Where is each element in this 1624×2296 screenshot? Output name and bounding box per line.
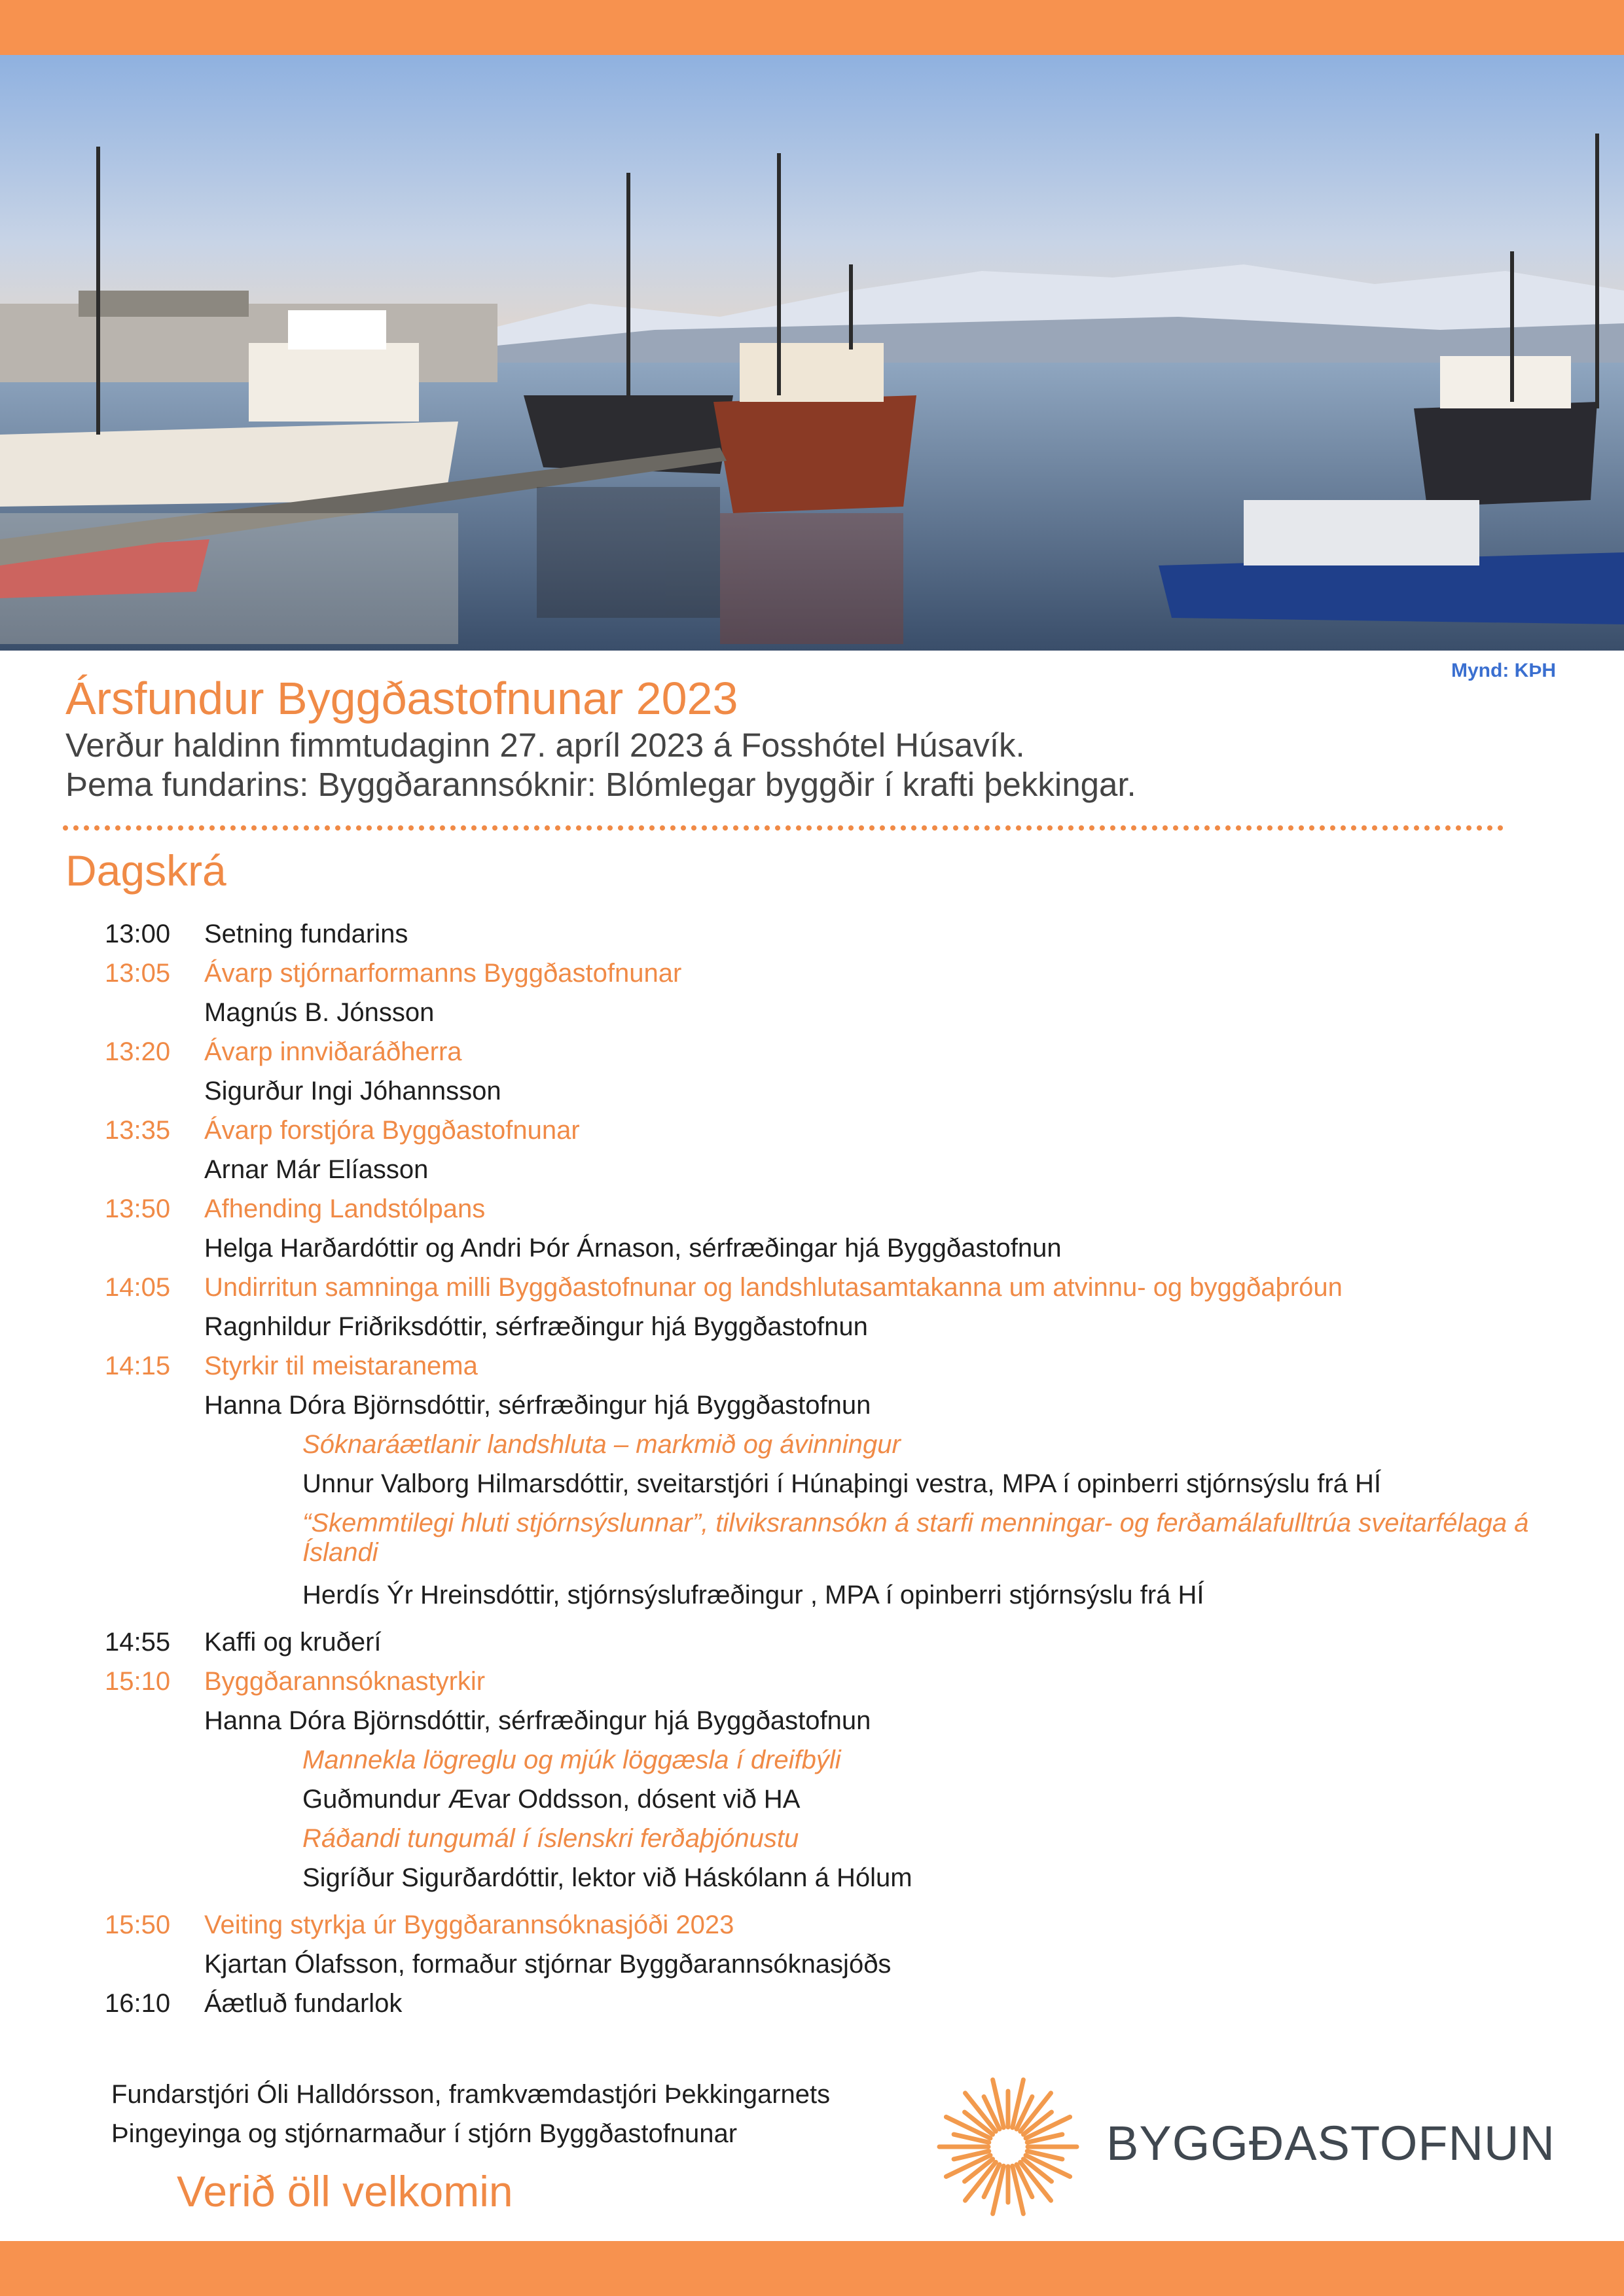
agenda-gap: [105, 1620, 1571, 1628]
agenda-item: [105, 959, 1571, 998]
agenda-item-title: Ávarp forstjóra Byggðastofnunar: [204, 1116, 580, 1145]
event-theme: Þema fundarins: Byggðarannsóknir: Blómlegar byggðir í krafti þekkingar.: [65, 766, 1136, 803]
agenda-time: 13:05: [105, 959, 171, 988]
event-date-location: Verður haldinn fimmtudaginn 27. apríl 2023 á Fosshótel Húsavík.: [65, 726, 1025, 764]
agenda-subtopic: [105, 1746, 1571, 1785]
agenda-speaker-name: Hanna Dóra Björnsdóttir, sérfræðingur hjá Byggðastofnun: [204, 1391, 871, 1420]
agenda-speaker: [105, 1312, 1571, 1352]
agenda-speaker: [105, 1077, 1571, 1116]
agenda-speaker-name: Sigurður Ingi Jóhannsson: [204, 1077, 501, 1105]
bottom-banner: [0, 2241, 1624, 2296]
meeting-chair: [111, 2075, 830, 2153]
agenda-item: [105, 1352, 1571, 1391]
welcome-text: Verið öll velkomin: [177, 2167, 513, 2215]
agenda-item: [105, 1989, 1571, 2028]
agenda-speaker: [105, 1706, 1571, 1746]
agenda-time: 13:20: [105, 1037, 171, 1066]
agenda-speaker: [105, 998, 1571, 1037]
agenda-item-title: Byggðarannsóknastyrkir: [204, 1667, 486, 1696]
agenda-subtopic: [105, 1430, 1571, 1469]
agenda-time: 15:10: [105, 1667, 171, 1696]
agenda-speaker: [105, 1234, 1571, 1273]
event-header: [65, 671, 1558, 804]
agenda-list: [105, 920, 1571, 2028]
harbor-photo: [0, 55, 1624, 681]
agenda-time: 13:35: [105, 1116, 171, 1145]
subtopic-title: “Skemmtilegi hluti stjórnsýslunnar”, tilviksrannsókn á starfi menningar- og ferðamálafulltrúa sveitarfélaga á Íslandi: [302, 1509, 1529, 1567]
agenda-gap: [105, 1903, 1571, 1910]
photo-credit: Mynd: KÞH: [1451, 660, 1556, 681]
agenda-speaker-name: Ragnhildur Friðriksdóttir, sérfræðingur hjá Byggðastofnun: [204, 1312, 868, 1341]
agenda-item-title: Afhending Landstólpans: [204, 1194, 486, 1223]
agenda-item: [105, 1037, 1571, 1077]
top-banner: [0, 0, 1624, 55]
subtopic-speaker: Herdís Ýr Hreinsdóttir, stjórnsýslufræðingur , MPA í opinberri stjórnsýslu frá HÍ: [302, 1581, 1204, 1609]
agenda-time: 14:55: [105, 1628, 171, 1657]
agenda-time: 13:50: [105, 1194, 171, 1223]
agenda-speaker-name: Arnar Már Elíasson: [204, 1155, 429, 1184]
agenda-item: [105, 1910, 1571, 1950]
subtopic-title: Ráðandi tungumál í íslenskri ferðaþjónustu: [302, 1824, 799, 1853]
agenda-item-title: Veiting styrkja úr Byggðarannsóknasjóði 2023: [204, 1910, 734, 1939]
subtopic-speaker: Unnur Valborg Hilmarsdóttir, sveitarstjóri í Húnaþingi vestra, MPA í opinberri stjórnsýslu frá HÍ: [302, 1469, 1382, 1498]
agenda-speaker-name: Kjartan Ólafsson, formaður stjórnar Byggðarannsóknasjóðs: [204, 1950, 892, 1979]
agenda-subtopic-speaker: [105, 1581, 1571, 1620]
agenda-subtopic-speaker: [105, 1469, 1571, 1509]
agenda-speaker: [105, 1391, 1571, 1430]
subtopic-title: Mannekla lögreglu og mjúk löggæsla í dreifbýli: [302, 1746, 841, 1774]
agenda-subtopic-speaker: [105, 1863, 1571, 1903]
agenda-time: 14:15: [105, 1352, 171, 1380]
agenda-item: [105, 1116, 1571, 1155]
agenda-subtopic-speaker: [105, 1785, 1571, 1824]
agenda-title: Dagskrá: [65, 846, 226, 895]
agenda-speaker: [105, 1950, 1571, 1989]
agenda-time: 13:00: [105, 920, 171, 948]
agenda-item: [105, 920, 1571, 959]
agenda-time: 15:50: [105, 1910, 171, 1939]
agenda-subtopic: [105, 1509, 1571, 1581]
agenda-item-title: Ávarp stjórnarformanns Byggðastofnunar: [204, 959, 682, 988]
agenda-item-title: Ávarp innviðaráðherra: [204, 1037, 462, 1066]
agenda-item: [105, 1273, 1571, 1312]
agenda-item: [105, 1628, 1571, 1667]
agenda-time: 14:05: [105, 1273, 171, 1302]
logo-text: BYGGÐASTOFNUN: [1106, 2116, 1555, 2170]
agenda-item: [105, 1667, 1571, 1706]
agenda-speaker-name: Hanna Dóra Björnsdóttir, sérfræðingur hjá Byggðastofnun: [204, 1706, 871, 1735]
agenda-item-title: Kaffi og kruðerí: [204, 1628, 382, 1657]
chair-line-1: Fundarstjóri Óli Halldórsson, framkvæmdastjóri Þekkingarnets: [111, 2080, 831, 2109]
agenda-speaker-name: Magnús B. Jónsson: [204, 998, 435, 1027]
agenda-subtopic: [105, 1824, 1571, 1863]
subtopic-speaker: Guðmundur Ævar Oddsson, dósent við HA: [302, 1785, 801, 1814]
agenda-time: 16:10: [105, 1989, 171, 2018]
agenda-item-title: Áætluð fundarlok: [204, 1989, 403, 2018]
agenda-item: [105, 1194, 1571, 1234]
agenda-speaker-name: Helga Harðardóttir og Andri Þór Árnason, sérfræðingar hjá Byggðastofnun: [204, 1234, 1062, 1263]
event-title: Ársfundur Byggðastofnunar 2023: [65, 673, 738, 724]
chair-line-2: Þingeyinga og stjórnarmaður í stjórn Byggðastofnunar: [111, 2119, 738, 2148]
dotted-divider: [63, 824, 1509, 832]
subtopic-speaker: Sigríður Sigurðardóttir, lektor við Háskólann á Hólum: [302, 1863, 912, 1892]
agenda-item-title: Setning fundarins: [204, 920, 408, 948]
subtopic-title: Sóknaráætlanir landshluta – markmið og ávinningur: [302, 1430, 901, 1459]
agenda-item-title: Styrkir til meistaranema: [204, 1352, 478, 1380]
agenda-speaker: [105, 1155, 1571, 1194]
agenda-item-title: Undirritun samninga milli Byggðastofnunar og landshlutasamtakanna um atvinnu- og byggðaþróun: [204, 1273, 1343, 1302]
